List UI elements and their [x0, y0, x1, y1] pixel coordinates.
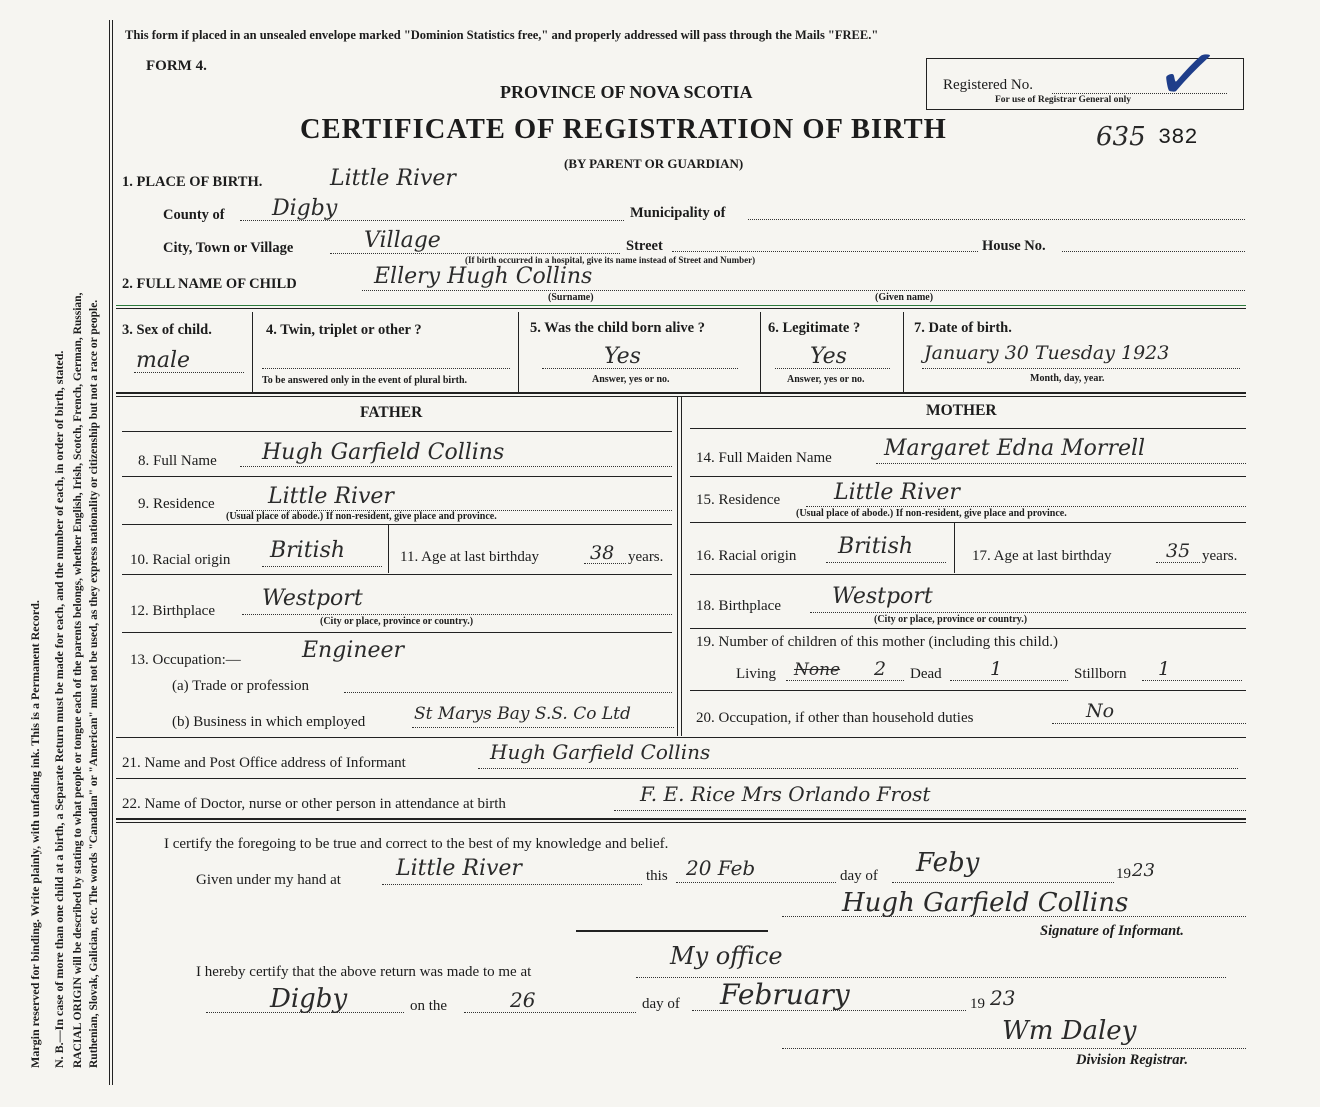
registrar-year-prefix: 19 — [970, 996, 985, 1012]
page-subtitle: (BY PARENT OR GUARDIAN) — [564, 156, 744, 171]
stillborn-value: 1 — [1158, 658, 1171, 680]
registration-number-handwritten: 635 — [1096, 122, 1146, 152]
form-number: FORM 4. — [146, 58, 207, 74]
mother-name-label: 14. Full Maiden Name — [696, 450, 832, 466]
column-divider — [677, 396, 678, 736]
certify-statement: I certify the foregoing to be true and correct to the best of my knowledge and belief. — [164, 836, 669, 852]
street-label: Street — [626, 238, 663, 254]
margin-rule — [109, 20, 110, 1085]
margin-note-3: RACIAL ORIGIN will be described by stating to what people or tongue each of the parents belongs, whether English, Irish, Scotch, French, German, Russian, — [72, 292, 84, 1068]
surname-note: (Surname) — [548, 292, 594, 303]
child-name-value: Ellery Hugh Collins — [374, 264, 593, 289]
registrar-day-of-label: day of — [642, 996, 680, 1012]
registered-note: For use of Registrar General only — [995, 95, 1132, 105]
father-age-label: 11. Age at last birthday — [400, 549, 539, 565]
living-label: Living — [736, 666, 776, 682]
father-name-value: Hugh Garfield Collins — [262, 440, 505, 465]
living-value: 2 — [874, 658, 887, 680]
father-heading: FATHER — [360, 404, 423, 421]
dob-note: Month, day, year. — [1030, 373, 1105, 384]
living-struck-value: None — [794, 660, 841, 680]
hospital-note: (If birth occurred in a hospital, give its name instead of Street and Number) — [465, 255, 756, 265]
registration-number-printed: 382 — [1158, 125, 1198, 150]
place-of-birth-label: 1. PLACE OF BIRTH. — [122, 174, 263, 190]
margin-rule-2 — [112, 20, 113, 1085]
father-business-value: St Marys Bay S.S. Co Ltd — [414, 704, 631, 724]
mother-age-unit: years. — [1202, 548, 1238, 564]
day-of-value: Feby — [916, 848, 980, 878]
father-occupation-label: 13. Occupation:— — [130, 652, 241, 668]
page-title: CERTIFICATE OF REGISTRATION OF BIRTH — [300, 114, 947, 145]
informant-label: 21. Name and Post Office address of Informant — [122, 755, 406, 771]
mother-occupation-label: 20. Occupation, if other than household duties — [696, 710, 974, 726]
mother-residence-value: Little River — [834, 480, 960, 505]
house-label: House No. — [982, 238, 1046, 254]
margin-note-4: Ruthenian, Slovak, Galician, etc. The words "Canadian" or "American" must not be used, as they express nationality or citizenship but not a race or people. — [88, 299, 100, 1068]
twin-note: To be answered only in the event of plural birth. — [262, 375, 468, 386]
section-divider — [116, 305, 1246, 306]
county-label: County of — [163, 207, 225, 223]
father-race-label: 10. Racial origin — [130, 552, 231, 568]
registered-label: Registered No. — [943, 77, 1033, 93]
mother-name-value: Margaret Edna Morrell — [884, 436, 1146, 461]
doctor-label: 22. Name of Doctor, nurse or other person in attendance at birth — [122, 796, 506, 812]
mother-race-label: 16. Racial origin — [696, 548, 797, 564]
checkmark-icon: ✓ — [1149, 25, 1227, 125]
mother-heading: MOTHER — [926, 402, 997, 419]
doctor-value: F. E. Rice Mrs Orlando Frost — [640, 782, 931, 806]
mother-birthplace-label: 18. Birthplace — [696, 598, 781, 614]
municipality-line — [748, 219, 1245, 220]
alive-note: Answer, yes or no. — [592, 374, 670, 385]
city-value: Village — [364, 228, 441, 253]
dead-value: 1 — [990, 658, 1003, 680]
registrar-town-value: Digby — [270, 984, 348, 1014]
dob-label: 7. Date of birth. — [914, 320, 1012, 336]
mother-birthplace-value: Westport — [832, 584, 933, 609]
registrar-signature: Wm Daley — [1002, 1016, 1137, 1046]
mail-notice: This form if placed in an unsealed envelope marked "Dominion Statistics free," and properly addressed will pass through the Mails "FREE." — [125, 28, 879, 42]
informant-value: Hugh Garfield Collins — [490, 740, 711, 764]
street-line — [672, 251, 978, 252]
sex-label: 3. Sex of child. — [122, 322, 212, 338]
house-line — [1062, 251, 1245, 252]
child-name-line — [362, 290, 1245, 291]
place-of-birth-value: Little River — [330, 166, 456, 191]
mother-birthplace-note: (City or place, province or country.) — [874, 614, 1028, 625]
child-name-label: 2. FULL NAME OF CHILD — [122, 276, 297, 292]
this-value: 20 Feb — [686, 856, 756, 880]
day-of-label: day of — [840, 868, 878, 884]
registrar-place-value: My office — [670, 942, 783, 970]
mother-residence-note: (Usual place of abode.) If non-resident, give place and province. — [796, 508, 1067, 519]
city-label: City, Town or Village — [163, 240, 294, 256]
on-the-value: 26 — [510, 988, 536, 1012]
registrar-statement: I hereby certify that the above return was made to me at — [196, 964, 532, 980]
margin-note-1: Margin reserved for binding. Write plainly, with unfading ink. This is a Permanent Record. — [28, 600, 42, 1068]
province-heading: PROVINCE OF NOVA SCOTIA — [500, 82, 753, 102]
given-label: Given under my hand at — [196, 872, 341, 888]
on-the-label: on the — [410, 998, 448, 1014]
municipality-label: Municipality of — [630, 205, 726, 221]
mother-race-value: British — [838, 534, 914, 559]
given-name-note: (Given name) — [875, 292, 934, 303]
father-age-value: 38 — [590, 542, 615, 564]
father-race-value: British — [270, 538, 346, 563]
informant-signature-label: Signature of Informant. — [1040, 923, 1184, 939]
mother-occupation-value: No — [1086, 700, 1115, 722]
informant-signature: Hugh Garfield Collins — [842, 888, 1129, 918]
year-prefix: 19 — [1116, 866, 1131, 882]
city-line — [330, 253, 620, 254]
father-residence-value: Little River — [268, 484, 394, 509]
margin-note-2: N. B.—In case of more than one child at a birth, a Separate Return must be made for each, and the number of each, in order of birth, stated. — [52, 350, 66, 1068]
twin-label: 4. Twin, triplet or other ? — [266, 322, 422, 338]
father-age-unit: years. — [628, 549, 664, 565]
registrar-day-of-value: February — [720, 978, 850, 1011]
year-value: 23 — [1132, 860, 1155, 881]
legitimate-value: Yes — [810, 344, 847, 369]
father-business-label: (b) Business in which employed — [172, 714, 366, 730]
alive-label: 5. Was the child born alive ? — [530, 320, 705, 336]
registrar-signature-label: Division Registrar. — [1076, 1052, 1188, 1068]
father-birthplace-value: Westport — [262, 586, 363, 611]
registrar-year-value: 23 — [990, 986, 1016, 1010]
mother-children-label: 19. Number of children of this mother (including this child.) — [696, 634, 1059, 650]
father-name-label: 8. Full Name — [138, 453, 217, 469]
legitimate-note: Answer, yes or no. — [787, 374, 865, 385]
mother-age-label: 17. Age at last birthday — [972, 548, 1112, 564]
father-trade-label: (a) Trade or profession — [172, 678, 310, 694]
dead-label: Dead — [910, 666, 942, 682]
father-residence-note: (Usual place of abode.) If non-resident, give place and province. — [226, 511, 497, 522]
mother-age-value: 35 — [1166, 540, 1191, 562]
father-birthplace-label: 12. Birthplace — [130, 603, 215, 619]
given-place-value: Little River — [396, 856, 522, 881]
alive-value: Yes — [604, 344, 641, 369]
father-occupation-value: Engineer — [302, 638, 405, 663]
legitimate-label: 6. Legitimate ? — [768, 320, 861, 336]
sex-value: male — [136, 348, 191, 373]
county-value: Digby — [272, 196, 338, 221]
dob-value: January 30 Tuesday 1923 — [924, 342, 1170, 364]
father-birthplace-note: (City or place, province or country.) — [320, 616, 474, 627]
father-residence-label: 9. Residence — [138, 496, 215, 512]
stillborn-label: Stillborn — [1074, 666, 1127, 682]
this-label: this — [646, 868, 668, 884]
mother-residence-label: 15. Residence — [696, 492, 781, 508]
